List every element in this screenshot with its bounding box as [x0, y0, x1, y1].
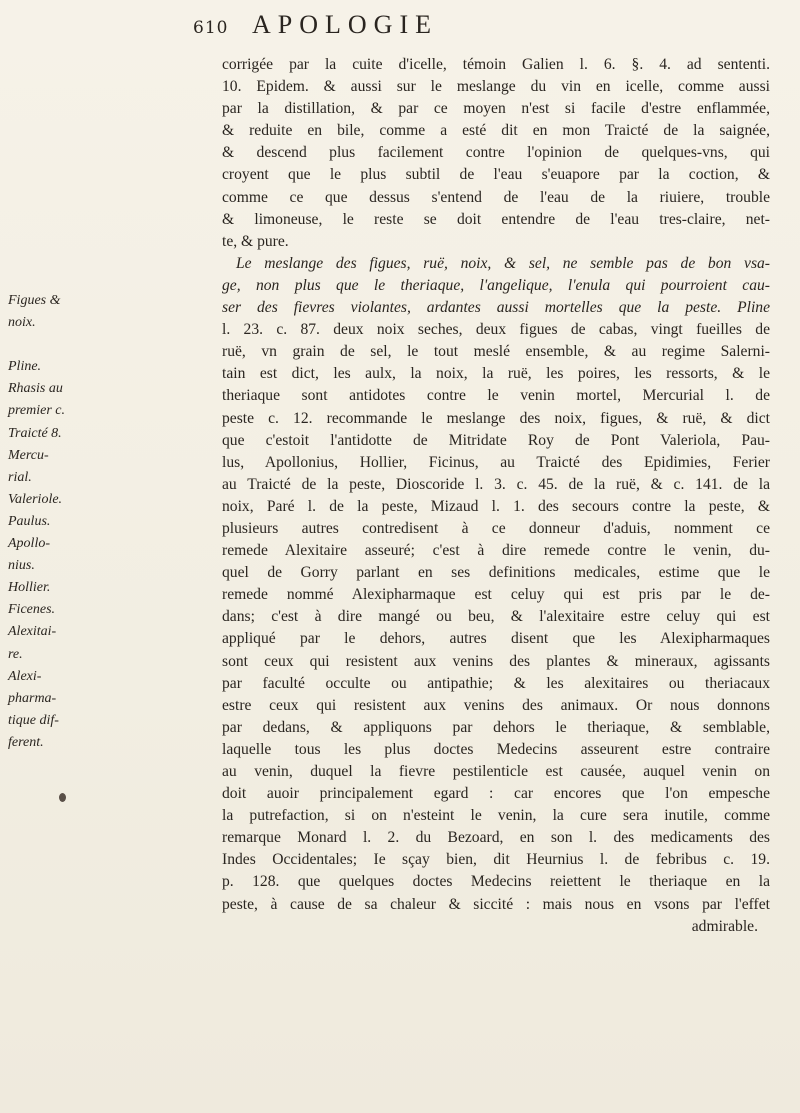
- text-line: peste, à cause de sa chaleur & siccité : mais nous en vsons par l'effet: [222, 895, 770, 913]
- text-line: te, & pure.: [222, 232, 289, 250]
- text-line: estre ceux qui resistent aux venins des animaux. Or nous donnons: [222, 696, 770, 714]
- text-line: doit auoir principalement egard : car encores que l'on empesche: [222, 785, 770, 803]
- text-line: & reduite en bile, comme a esté dit en mon Traicté de la saignée,: [222, 122, 770, 140]
- text-line: par faculté occulte ou antipathie; & les alexitaires ou theriacaux: [222, 674, 770, 692]
- text-line: plusieurs autres contredisent à ce donneur d'aduis, nomment ce: [222, 519, 770, 537]
- margin-note: Apollo-: [8, 536, 50, 552]
- text-line: ruë, vn grain de sel, le tout meslé ensemble, & au regime Salerni-: [222, 343, 770, 361]
- text-line: theriaque sont antidotes contre le venin mortel, Mercurial l. de: [222, 387, 770, 405]
- text-line: Indes Occidentales; Ie sçay bien, dit Heurnius l. de febribus c. 19.: [222, 851, 770, 869]
- text-line: noix, Paré l. de la peste, Mizaud l. 1. des secours contre la peste, &: [222, 497, 770, 515]
- margin-note: Ficenes.: [8, 602, 56, 618]
- margin-note: ferent.: [8, 734, 44, 750]
- text-line: Le meslange des figues, ruë, noix, & sel, ne semble pas de bon vsa-: [236, 254, 770, 272]
- margin-note: Rhasis au: [8, 381, 63, 397]
- margin-note: Figues &: [8, 293, 61, 308]
- body-text: [222, 54, 770, 938]
- text-line: remede nommé Alexipharmaque est celuy qui est pris par le de-: [222, 586, 770, 604]
- text-line: tain est dict, les aulx, la noix, la ruë, les poires, les ressorts, & le: [222, 365, 770, 383]
- margin-note: premier c.: [8, 403, 66, 419]
- margin-note: Alexitai-: [8, 624, 57, 640]
- text-line: dans; c'est à dire mangé ou beu, & l'alexitaire estre celuy qui est: [222, 608, 770, 626]
- text-line: au venin, duquel la fievre pestilenticle est causée, auquel venin on: [222, 763, 770, 780]
- text-line: ser des fievres violantes, ardantes aussi mortelles que la peste. Pline: [222, 299, 770, 317]
- margin-note: Pline.: [8, 359, 42, 375]
- margin-note: Hollier.: [8, 580, 51, 596]
- margin-note: tique dif-: [8, 712, 59, 728]
- margin-notes: [8, 290, 98, 754]
- running-title: APOLOGIE: [252, 10, 438, 39]
- text-line: laquelle tous les plus doctes Medecins asseurent estre contraire: [222, 740, 770, 758]
- margin-note: nius.: [8, 558, 35, 574]
- margin-note: re.: [8, 646, 23, 662]
- text-line: remarque Monard l. 2. du Bezoard, en son l. des medicaments des: [222, 829, 770, 847]
- margin-note: Alexi-: [8, 668, 42, 684]
- text-line: peste c. 12. recommande le meslange des noix, figues, & ruë, & dict: [222, 409, 770, 427]
- text-line: l. 23. c. 87. deux noix seches, deux figues de cabas, vingt fueilles de: [222, 321, 770, 339]
- text-line: par la distillation, & par ce moyen n'est si facile d'estre enflammée,: [222, 100, 770, 118]
- margin-note: noix.: [8, 315, 36, 331]
- page-header: [0, 10, 800, 50]
- text-line: comme ce que dessus s'entend de l'eau de la riuiere, trouble: [222, 188, 770, 206]
- text-line: & descend plus facilement contre l'opinion de quelques-vns, qui: [222, 144, 770, 162]
- text-line: & limoneuse, le reste se doit entendre de l'eau tres-claire, net-: [222, 210, 770, 228]
- text-line: que c'estoit l'antidotte de Mitridate Roy de Pont Valeriola, Pau-: [222, 431, 770, 449]
- page-number: 610: [193, 18, 229, 38]
- text-line: quel de Gorry parlant en ses definitions medicales, estime que le: [222, 564, 770, 582]
- text-line: p. 128. que quelques doctes Medecins reiettent le theriaque en la: [222, 873, 770, 891]
- text-line: 10. Epidem. & aussi sur le meslange du vin en icelle, comme aussi: [222, 78, 770, 96]
- margin-note: pharma-: [8, 690, 57, 706]
- text-line: remede Alexitaire asseuré; c'est à dire remede contre le venin, du-: [222, 542, 770, 560]
- text-line: admirable.: [691, 917, 758, 935]
- margin-note: Valeriole.: [8, 491, 63, 507]
- text-line: appliqué par le dehors, autres disent que les Alexipharmaques: [222, 630, 770, 648]
- margin-note: Paulus.: [8, 513, 51, 529]
- text-line: sont ceux qui resistent aux venins des plantes & mineraux, agissants: [222, 652, 770, 670]
- text-line: la putrefaction, si on n'esteint le venin, la cure sera inutile, comme: [222, 807, 770, 825]
- ink-speck: [59, 793, 66, 802]
- text-line: lus, Apollonius, Hollier, Ficinus, au Traicté des Epidimies, Ferier: [222, 453, 770, 471]
- text-line: corrigée par la cuite d'icelle, témoin Galien l. 6. §. 4. ad sententi.: [222, 56, 770, 73]
- text-line: ge, non plus que le theriaque, l'angelique, l'enula qui pourroient cau-: [222, 276, 770, 294]
- margin-note: rial.: [8, 469, 32, 485]
- text-line: par dedans, & appliquons par dehors le theriaque, & semblable,: [222, 718, 770, 736]
- margin-note: Mercu-: [8, 447, 49, 463]
- margin-note: Traicté 8.: [8, 425, 62, 441]
- text-line: au Traicté de la peste, Dioscoride l. 3. c. 45. de la ruë, & c. 141. de la: [222, 475, 770, 493]
- margin-note: [8, 334, 98, 356]
- text-line: croyent que le plus subtil de l'eau s'euapore par la coction, &: [222, 166, 770, 184]
